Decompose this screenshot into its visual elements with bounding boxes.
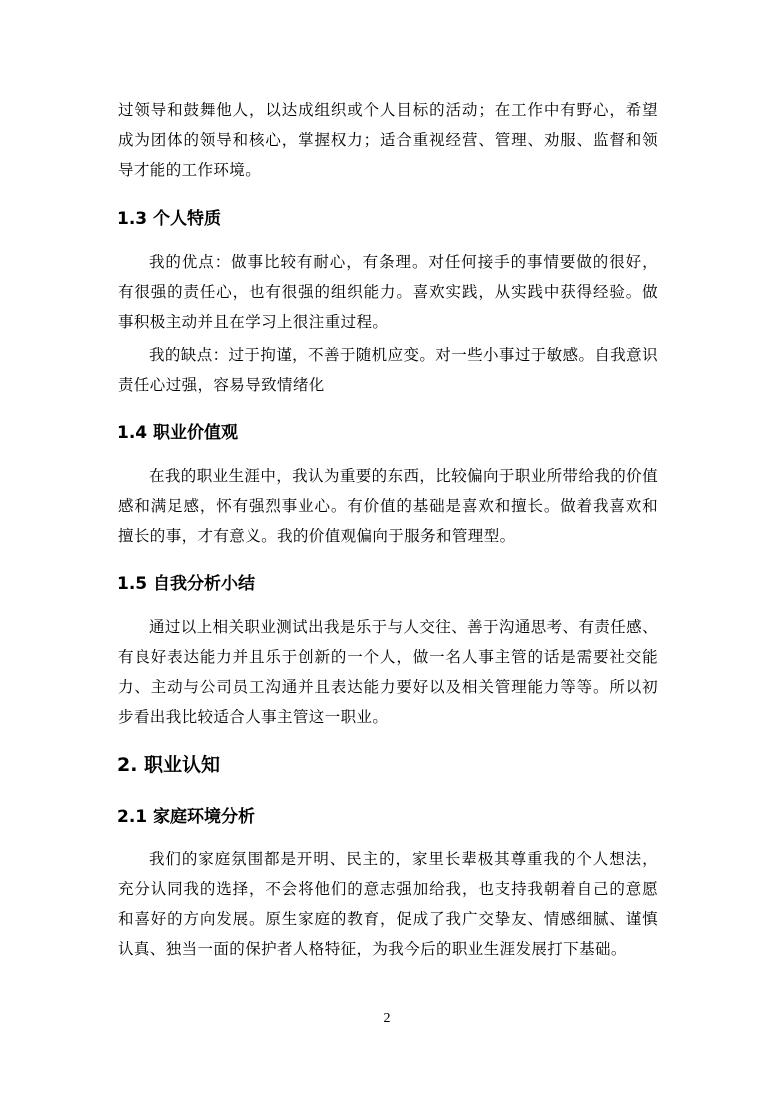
section-heading-1-4: 1.4 职业价值观	[117, 423, 239, 443]
paragraph-intro-continued: 过领导和鼓舞他人，以达成组织或个人目标的活动；在工作中有野心，希望成为团体的领导和核心，掌握权力；适合重视经营、管理、劝服、监督和领导才能的工作环境。	[118, 101, 658, 179]
paragraph-family: 我们的家庭氛围都是开明、民主的，家里长辈极其尊重我的个人想法， 充分认同我的选择，不会将他们的意志强加给我，也支持我朝着自己的意愿和喜好的方向发展。原生家庭的教育，促成了我广交挚友、情感细腻、谨慎认真、独当一面的保护者人格特征，为我今后的职业生涯发展打下基础。	[118, 850, 658, 958]
section-heading-1-5: 1.5 自我分析小结	[117, 574, 256, 594]
paragraph-strengths: 我的优点：做事比较有耐心，有条理。对任何接手的事情要做的很好， 有很强的责任心，也有很强的组织能力。喜欢实践，从实践中获得经验。做事积极主动并且在学习上很注重过程。	[118, 253, 658, 331]
section-heading-2: 2. 职业认知	[117, 754, 221, 776]
paragraph-weaknesses: 我的缺点：过于拘谨，不善于随机应变。对一些小事过于敏感。自我意识责任心过强，容易导致情绪化	[118, 346, 658, 394]
page-number: 2	[383, 1011, 391, 1026]
section-heading-1-3: 1.3 个人特质	[117, 209, 222, 229]
paragraph-values: 在我的职业生涯中，我认为重要的东西，比较偏向于职业所带给我的价值感和满足感，怀有强烈事业心。有价值的基础是喜欢和擅长。做着我喜欢和擅长的事，才有意义。我的价值观偏向于服务和管理型。	[118, 467, 658, 545]
paragraph-summary: 通过以上相关职业测试出我是乐于与人交往、善于沟通思考、有责任感、有良好表达能力并且乐于创新的一个人，做一名人事主管的话是需要社交能力、主动与公司员工沟通并且表达能力要好以及相关管理能力等等。所以初步看出我比较适合人事主管这一职业。	[118, 618, 658, 726]
section-heading-2-1: 2.1 家庭环境分析	[117, 807, 256, 827]
